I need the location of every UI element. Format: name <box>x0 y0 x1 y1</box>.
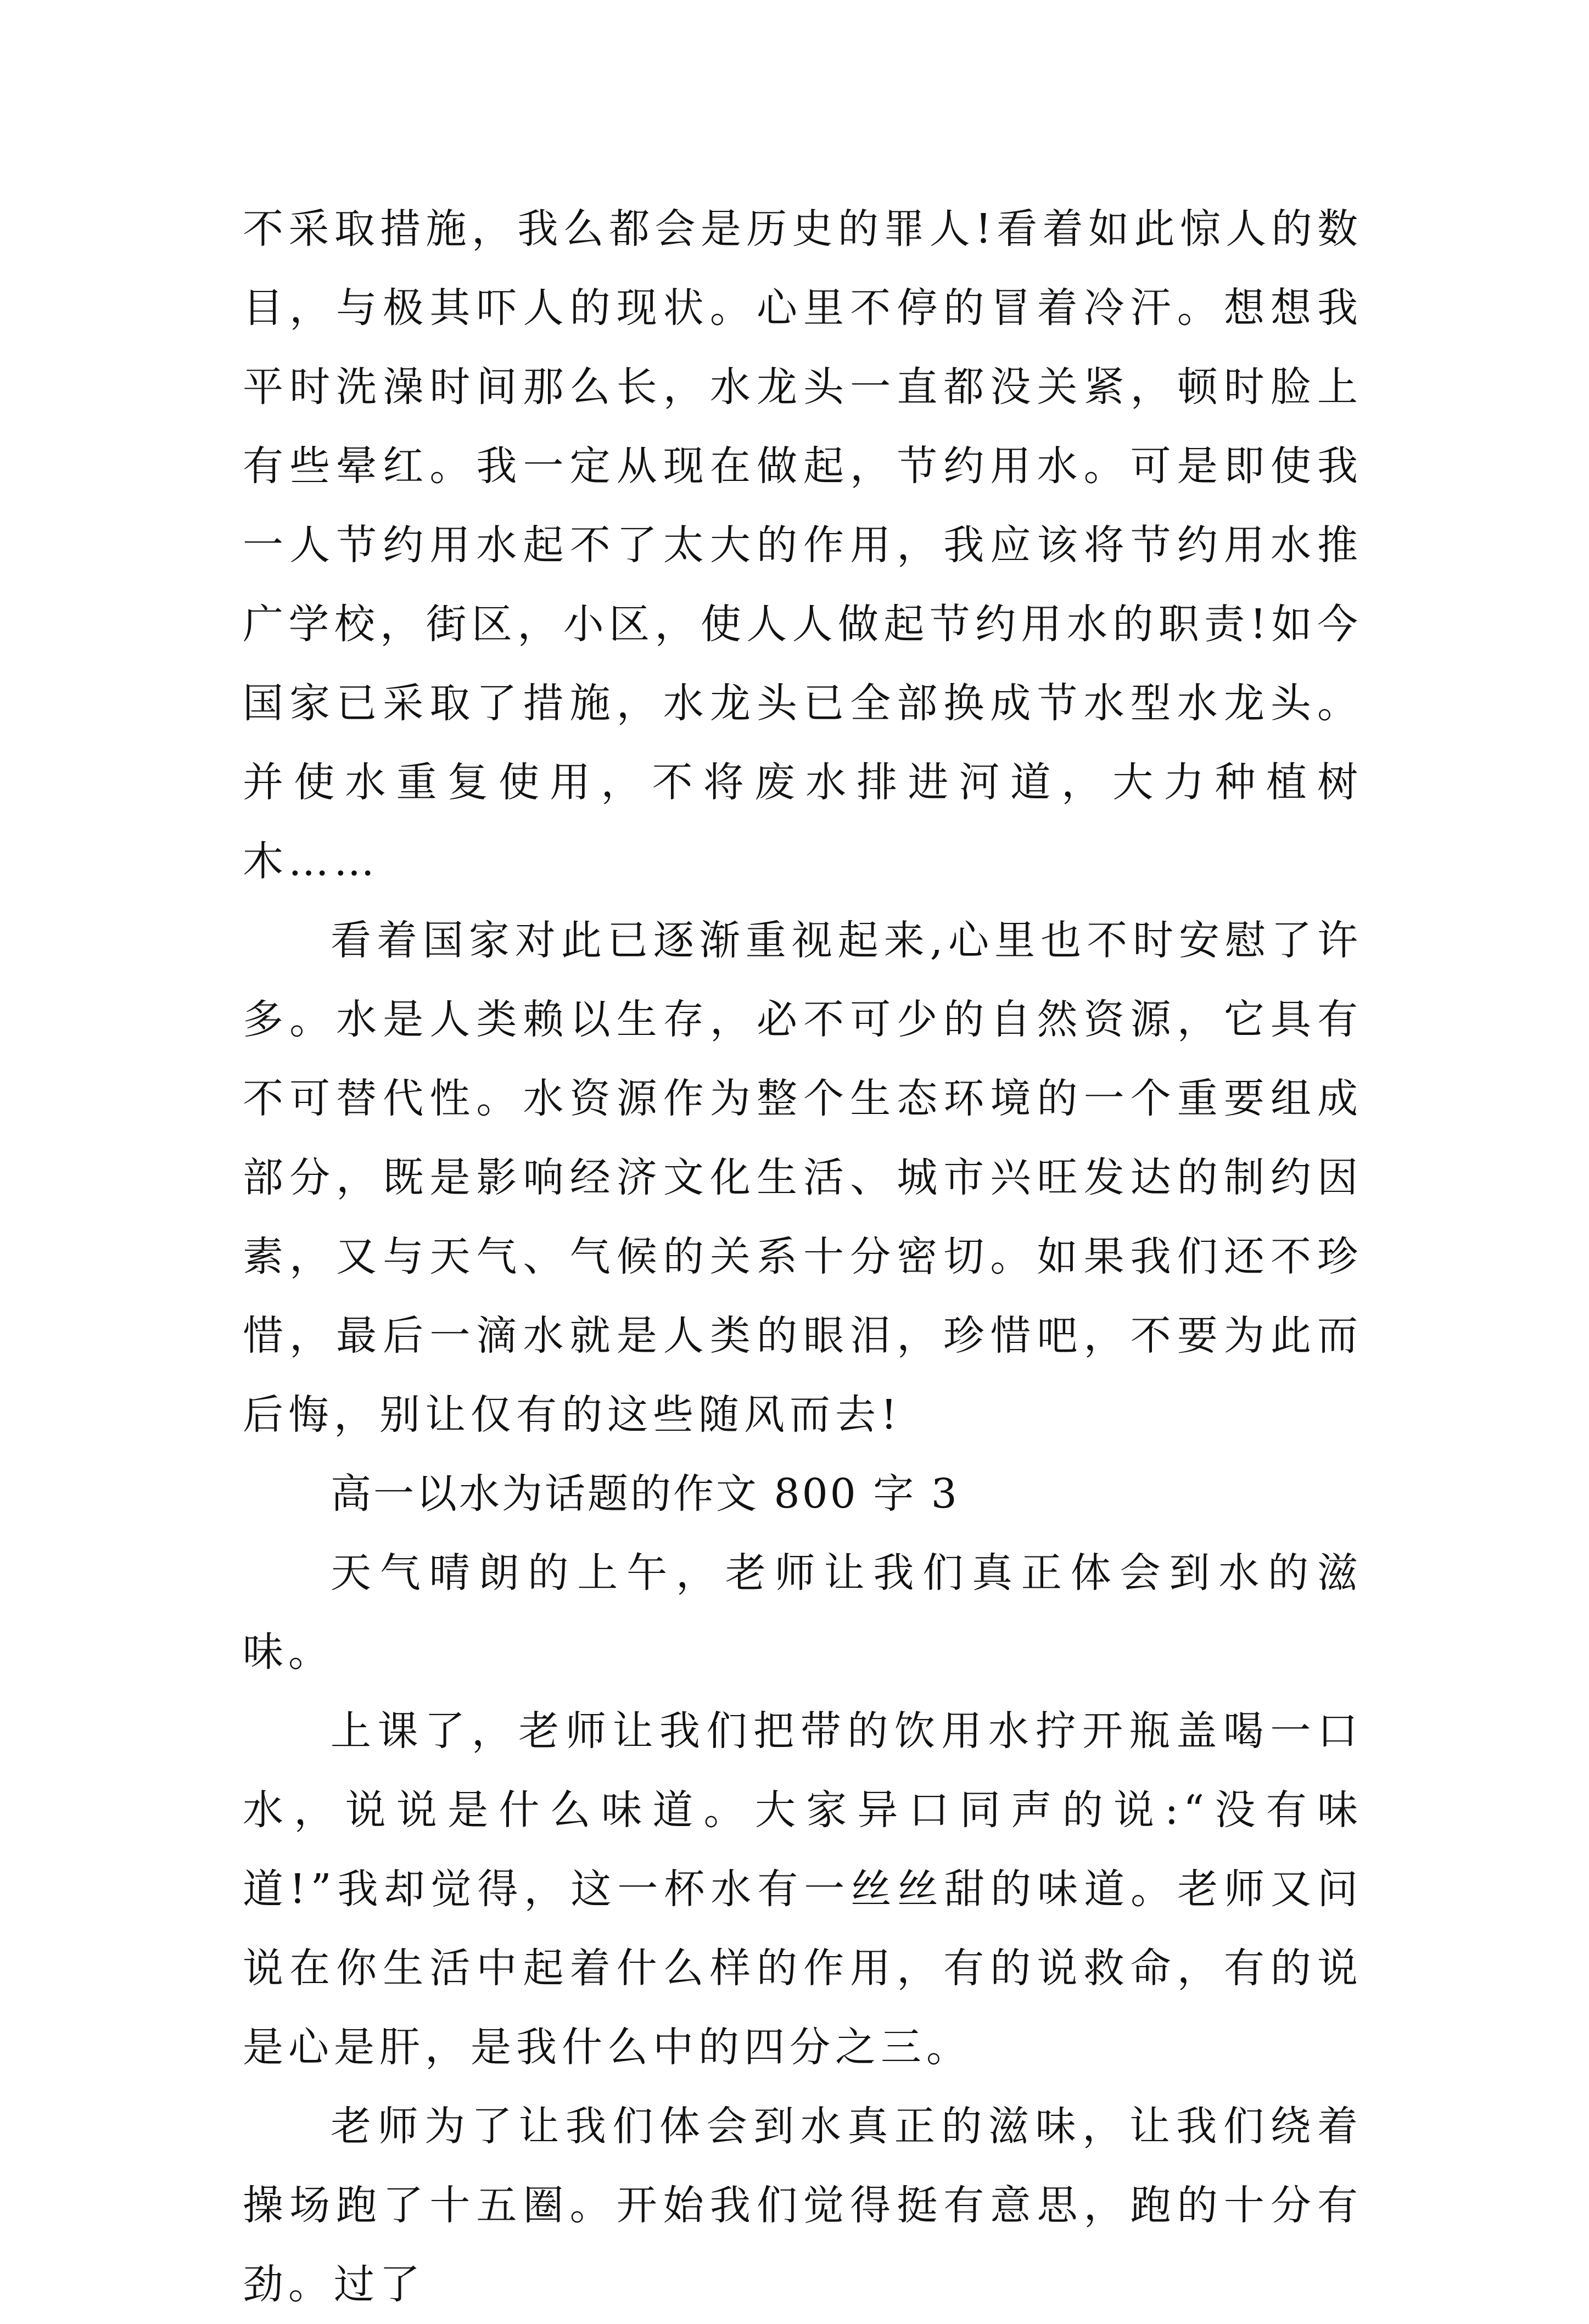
section-heading: 高一以水为话题的作文 800 字 3 <box>331 1470 959 1517</box>
paragraph-5: 老师为了让我们体会到水真正的滋味，让我们绕着操场跑了十五圈。开始我们觉得挺有意思，跑的十分有劲。过了 <box>243 2103 1363 2308</box>
paragraph-2: 看着国家对此已逐渐重视起来,心里也不时安慰了许多。水是人类赖以生存，必不可少的自然资源，它具有不可替代性。水资源作为整个生态环境的一个重要组成部分，既是影响经济文化生活、城市兴旺发达的制约因素，又与天气、气候的关系十分密切。如果我们还不珍惜，最后一滴水就是人类的眼泪，珍惜吧，不要为此而后悔，别让仅有的这些随风而去! <box>243 917 1363 1438</box>
document-body <box>243 189 1363 2324</box>
paragraph-1: 不采取措施，我么都会是历史的罪人!看着如此惊人的数目，与极其吓人的现状。心里不停的冒着冷汗。想想我平时洗澡时间那么长，水龙头一直都没关紧，顿时脸上有些晕红。我一定从现在做起，节约用水。可是即使我一人节约用水起不了太大的作用，我应该将节约用水推广学校，街区，小区，使人人做起节约用水的职责!如今国家已采取了措施，水龙头已全部换成节水型水龙头。并使水重复使用，不将废水排进河道，大力种植树木…… <box>243 205 1363 885</box>
paragraph-3: 天气晴朗的上午，老师让我们真正体会到水的滋味。 <box>243 1549 1363 1676</box>
paragraph-4: 上课了，老师让我们把带的饮用水拧开瓶盖喝一口水，说说是什么味道。大家异口同声的说:“没有味道!”我却觉得，这一杯水有一丝丝甜的味道。老师又问说在你生活中起着什么样的作用，有的说救命，有的说是心是肝，是我什么中的四分之三。 <box>243 1707 1363 2071</box>
